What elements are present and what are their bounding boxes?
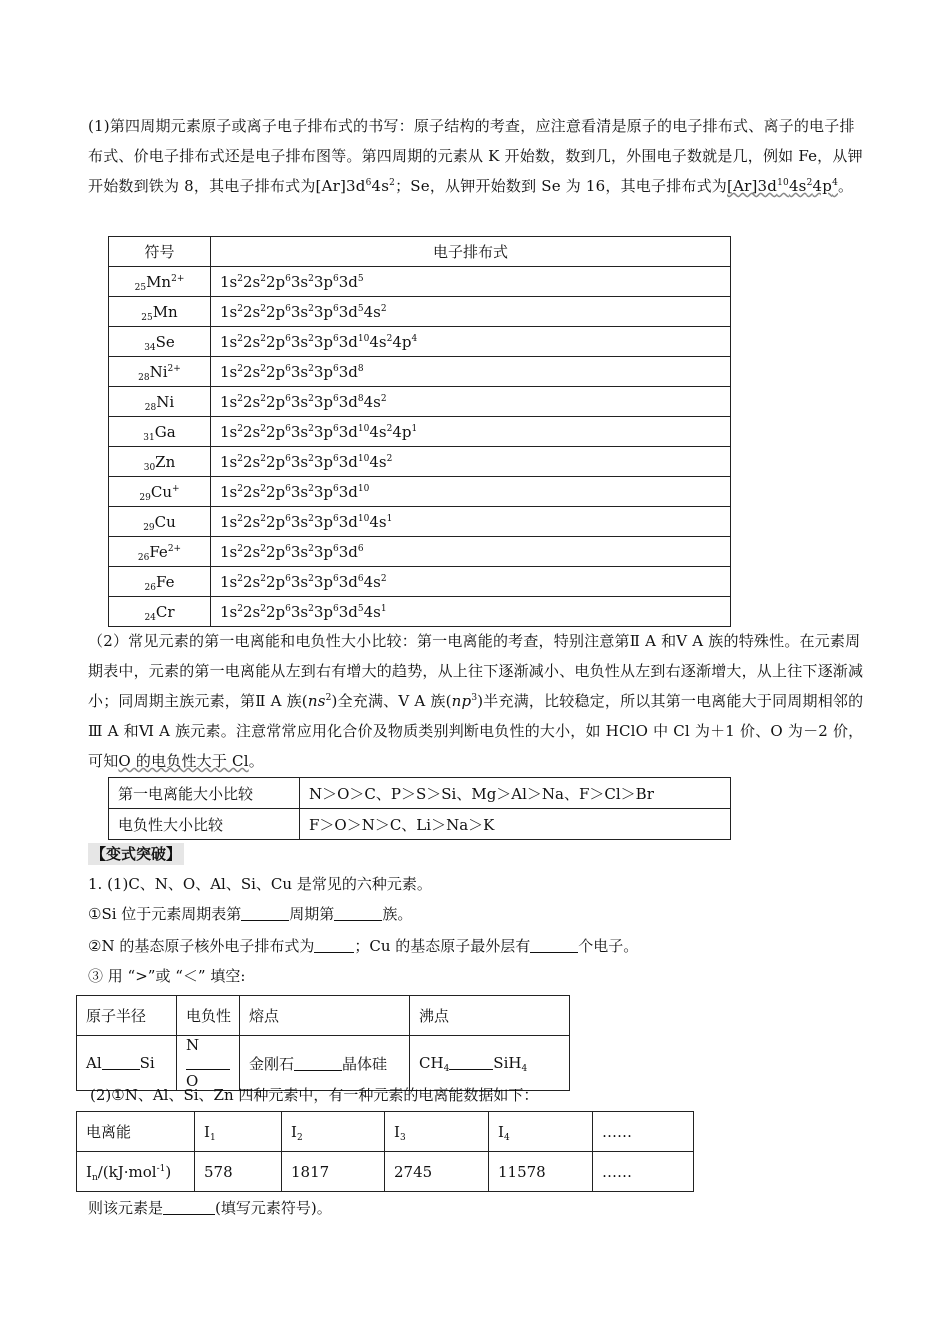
sub: 4: [503, 1132, 510, 1143]
row-label: [77, 1152, 195, 1192]
intro-text: [Ar]3d: [727, 177, 778, 195]
atomic-number: 30: [143, 462, 156, 473]
answer-blank[interactable]: [449, 1055, 493, 1070]
intro-text: 4p: [812, 177, 833, 195]
element-symbol: [109, 567, 211, 597]
cell-text: I: [204, 1122, 210, 1141]
comparison-table: [108, 777, 731, 840]
electron-configuration: $1s^22s^22p^63s^23p^63d^54s^2$: [211, 297, 731, 327]
section2-text: )全充满、Ⅴ A 族(: [331, 692, 452, 710]
atomic-number: 26: [137, 552, 150, 563]
q-text: ①Si 位于元素周期表第: [88, 905, 242, 923]
table-header-row: [109, 237, 731, 267]
table-row: [109, 507, 731, 537]
value-i4: 11578: [489, 1152, 593, 1192]
q-text: (填写元素符号)。: [215, 1199, 332, 1217]
question-1b: [88, 934, 638, 958]
ion-charge: 2+: [167, 363, 181, 374]
header-i2: [282, 1112, 385, 1152]
electronegativity-conclusion: O 的电负性大于 Cl: [118, 752, 249, 770]
element-symbol: [109, 447, 211, 477]
answer-blank[interactable]: [241, 906, 289, 921]
q-text: ②N 的基态原子核外电子排布式为: [88, 937, 315, 955]
element-name: Mn: [146, 272, 172, 291]
q-text: 则该元素是: [88, 1199, 164, 1217]
cell-text: SiH: [493, 1054, 522, 1072]
atomic-number: 31: [143, 432, 155, 443]
cell-text: I: [498, 1122, 504, 1141]
sup: 10: [777, 178, 789, 188]
sub: 2: [296, 1132, 303, 1143]
sub: 3: [399, 1132, 406, 1143]
atomic-number: 29: [139, 492, 151, 503]
sup: -1: [156, 1163, 166, 1174]
intro-text: 4s: [371, 177, 390, 195]
atomic-number: 29: [143, 522, 155, 533]
electron-configuration: $1s^22s^22p^63s^23p^63d^64s^2$: [211, 567, 731, 597]
element-name: Se: [155, 332, 175, 351]
table-header-row: [77, 996, 570, 1036]
sub: 4: [443, 1064, 450, 1074]
sup: 6: [365, 178, 372, 188]
cell-text: N: [186, 1036, 200, 1054]
answer-blank[interactable]: [334, 906, 382, 921]
section2-text: )半充满，比较稳定，所以其第一电离能大于同周期相邻的Ⅲ A 和Ⅵ A 族元素。注意常常应用化合价及物质类别判断电负性的大小，如 HClO 中 Cl 为＋1 价、O 为－2 价，可知: [88, 692, 864, 770]
table-row: [109, 447, 731, 477]
header-melting-point: 熔点: [240, 996, 410, 1036]
element-name: Mn: [152, 302, 178, 321]
element-name: Ni: [149, 362, 168, 381]
intro-text: ；Se，从钾开始数到 Se 为 16，其电子排布式为: [395, 177, 728, 195]
property-compare-table: [76, 995, 570, 1091]
question-2-end: [88, 1196, 332, 1220]
ionization-label: 第一电离能大小比较: [109, 778, 300, 809]
electron-configuration: $1s^22s^22p^63s^23p^63d^6$: [211, 537, 731, 567]
cell-text: 晶体硅: [342, 1054, 388, 1073]
answer-blank[interactable]: [102, 1055, 140, 1070]
answer-blank[interactable]: [186, 1055, 230, 1070]
ion-charge: 2+: [171, 273, 185, 284]
table-row: [109, 778, 731, 809]
intro-text: 4s: [788, 177, 807, 195]
element-symbol: [109, 597, 211, 627]
value-ellipsis: ……: [593, 1152, 694, 1192]
ion-charge: +: [172, 483, 180, 494]
atomic-number: 24: [144, 612, 156, 623]
sup: 2: [389, 178, 396, 188]
header-i3: [385, 1112, 489, 1152]
electron-configuration: $1s^22s^22p^63s^23p^63d^{10}$: [211, 477, 731, 507]
cell-text: 金刚石: [249, 1054, 295, 1073]
cell-text: /(kJ·mol: [97, 1162, 157, 1181]
header-config: 电子排布式: [211, 237, 731, 267]
table-row: [109, 327, 731, 357]
table-row: [109, 267, 731, 297]
element-name: Cu: [150, 482, 173, 501]
answer-blank[interactable]: [163, 1200, 215, 1215]
table-row: [109, 297, 731, 327]
section2-text: （2）常见元素的第一电离能和电负性大小比较：第一电离能的考查，特别注意第Ⅱ A 和Ⅴ A 族的特殊性。在元素周期表中，元素的第一电离能从左到右有增大的趋势，从上往下逐渐减小、电负性从左到右逐渐增大，从上往下逐渐减小；同周期主族元素，第Ⅱ A 族(: [88, 632, 864, 710]
section2-paragraph: [88, 626, 866, 776]
value-i1: 578: [195, 1152, 282, 1192]
section2-text: 。: [248, 752, 264, 770]
cell-text: Al: [86, 1054, 102, 1072]
question-1a: [88, 902, 412, 926]
element-name: Zn: [155, 452, 176, 471]
cell-text: I: [291, 1122, 297, 1141]
intro-paragraph: [88, 111, 866, 201]
electronegativity-label: 电负性大小比较: [109, 809, 300, 840]
electron-configuration: $1s^22s^22p^63s^23p^63d^5$: [211, 267, 731, 297]
answer-blank[interactable]: [314, 938, 354, 953]
element-symbol: [109, 537, 211, 567]
element-symbol: [109, 387, 211, 417]
intro-text: (1)第四周期元素原子或离子电子排布式的书写：原子结构的考查，应注意看清是原子的电子排布式、离子的电子排布式、价电子排布式还是电子排布图等。第四周期的元素从 K 开始数，数到几，外围电子数就是几，例如 Fe，从钾开始数到铁为 8，其电子排布式为[Ar]3d: [88, 117, 863, 195]
question-2-intro: (2)①N、Al、Si、Zn 四种元素中，有一种元素的电离能数据如下：: [90, 1086, 539, 1104]
q-text: ；Cu 的基态原子最外层有: [354, 937, 531, 955]
electron-configuration: $1s^22s^22p^63s^23p^63d^{10}4s^24p^4$: [211, 327, 731, 357]
electronegativity-value: F＞O＞N＞C、Li＞Na＞K: [300, 809, 731, 840]
header-ionization: 电离能: [77, 1112, 195, 1152]
electron-configuration: $1s^22s^22p^63s^23p^63d^84s^2$: [211, 387, 731, 417]
table-row: [109, 567, 731, 597]
table-row: [109, 417, 731, 447]
header-i1: [195, 1112, 282, 1152]
practice-heading: 【变式突破】: [88, 843, 184, 865]
element-symbol: [109, 357, 211, 387]
element-name: Cu: [154, 512, 176, 531]
element-symbol: [109, 507, 211, 537]
atomic-number: 25: [141, 312, 153, 323]
table-row: [109, 809, 731, 840]
table-row: [109, 597, 731, 627]
orbital-np: np: [451, 692, 472, 710]
sup: 4: [832, 178, 839, 188]
element-symbol: [109, 327, 211, 357]
q-text: 周期第: [289, 905, 335, 923]
header-radius: 原子半径: [77, 996, 177, 1036]
cell-text: I: [394, 1122, 400, 1141]
atomic-number: 26: [144, 582, 156, 593]
sup: 2: [806, 178, 813, 188]
header-symbol: 符号: [109, 237, 211, 267]
table-header-row: [77, 1112, 694, 1152]
table-row: [109, 537, 731, 567]
element-name: Ga: [154, 422, 176, 441]
electron-configuration: $1s^22s^22p^63s^23p^63d^{10}4s^2$: [211, 447, 731, 477]
electron-configuration: $1s^22s^22p^63s^23p^63d^{10}4s^24p^1$: [211, 417, 731, 447]
cell-text: CH: [419, 1054, 444, 1072]
sup: 2: [325, 693, 332, 703]
value-i3: 2745: [385, 1152, 489, 1192]
cell-text: ): [165, 1162, 172, 1181]
table-row: [109, 387, 731, 417]
header-ellipsis: ……: [593, 1112, 694, 1152]
ionization-energy-table: [76, 1111, 694, 1192]
cell-text: I: [86, 1162, 92, 1181]
value-i2: 1817: [282, 1152, 385, 1192]
question-1-intro: 1. (1)C、N、O、Al、Si、Cu 是常见的六种元素。: [88, 875, 432, 893]
element-name: Fe: [155, 572, 175, 591]
cell-text: Si: [139, 1054, 155, 1072]
q-text: 个电子。: [578, 937, 639, 955]
question-1c: ③ 用 “>”或 “＜” 填空:: [88, 967, 246, 985]
cell-text: O: [186, 1072, 199, 1090]
orbital-ns: ns: [307, 692, 326, 710]
sub: 4: [521, 1064, 528, 1074]
electron-config-table: [108, 236, 731, 627]
element-name: Cr: [155, 602, 175, 621]
element-symbol: [109, 267, 211, 297]
header-boiling-point: 沸点: [410, 996, 570, 1036]
electron-configuration: $1s^22s^22p^63s^23p^63d^54s^1$: [211, 597, 731, 627]
answer-blank[interactable]: [530, 938, 578, 953]
header-electronegativity: 电负性: [177, 996, 240, 1036]
sup: 3: [471, 693, 478, 703]
q-text: 族。: [382, 905, 413, 923]
ionization-value: N＞O＞C、P＞S＞Si、Mg＞Al＞Na、F＞Cl＞Br: [300, 778, 731, 809]
electron-configuration: $1s^22s^22p^63s^23p^63d^8$: [211, 357, 731, 387]
element-name: Ni: [156, 392, 175, 411]
atomic-number: 34: [144, 342, 156, 353]
table-row: [77, 1152, 694, 1192]
element-symbol: [109, 297, 211, 327]
header-i4: [489, 1112, 593, 1152]
se-config: [727, 177, 838, 195]
element-symbol: [109, 417, 211, 447]
ion-charge: 2+: [167, 543, 182, 554]
atomic-number: 28: [138, 372, 150, 383]
table-row: [109, 477, 731, 507]
electron-configuration: $1s^22s^22p^63s^23p^63d^{10}4s^1$: [211, 507, 731, 537]
atomic-number: 28: [144, 402, 157, 413]
table-row: [109, 357, 731, 387]
answer-blank[interactable]: [294, 1056, 342, 1071]
atomic-number: 25: [134, 282, 147, 293]
intro-text: 。: [838, 177, 854, 195]
sub: n: [91, 1172, 98, 1183]
sub: 1: [209, 1132, 216, 1143]
element-name: Fe: [149, 542, 168, 561]
element-symbol: [109, 477, 211, 507]
